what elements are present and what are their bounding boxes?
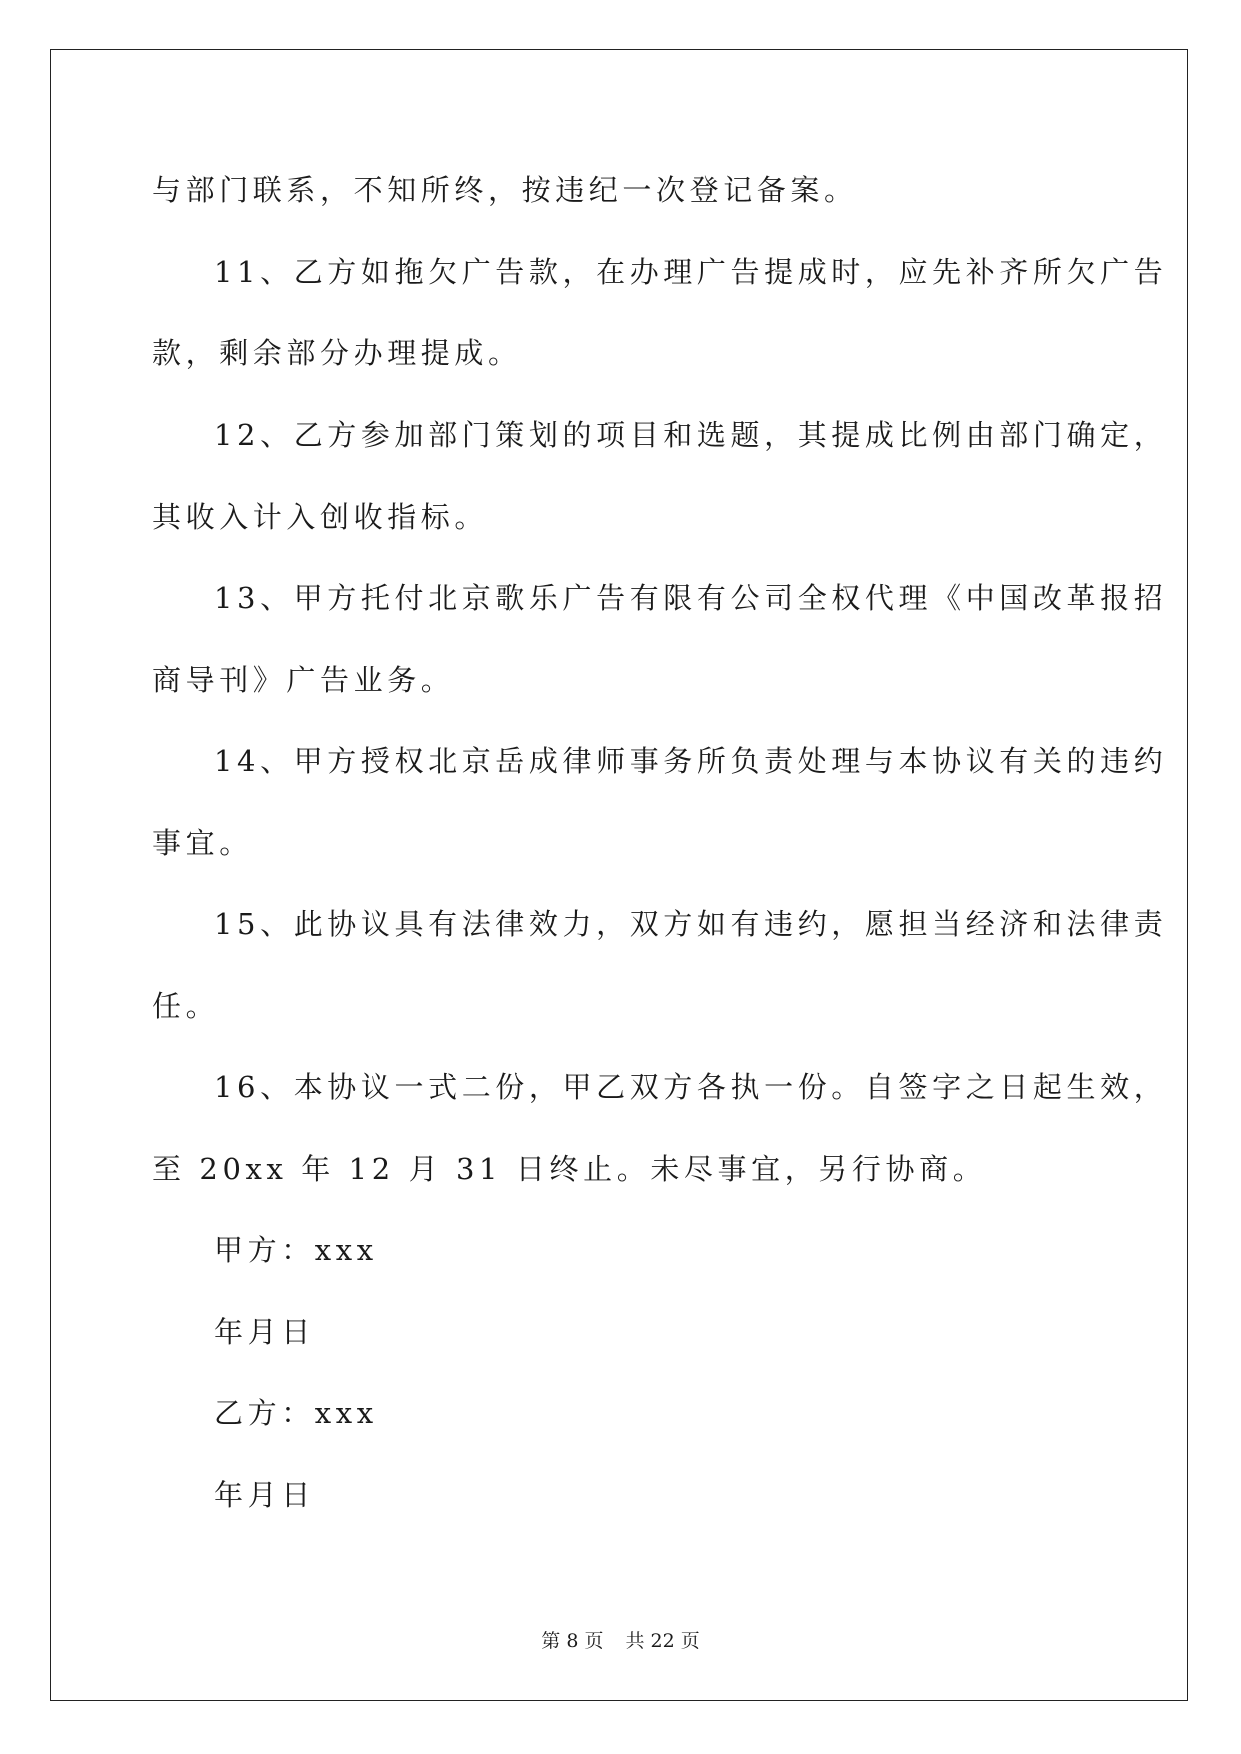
page-border — [50, 49, 1188, 1701]
clause-11-line: 11、乙方如拖欠广告款，在办理广告提成时，应先补齐所欠广告 — [214, 255, 1168, 289]
party-a-date: 年月日 — [214, 1315, 315, 1349]
page-number-total: 共 22 页 — [625, 1630, 700, 1652]
page-number-current: 第 8 页 — [541, 1630, 604, 1652]
clause-15-line: 15、此协议具有法律效力，双方如有违约，愿担当经济和法律责 — [214, 907, 1168, 941]
text-line: 与部门联系，不知所终，按违纪一次登记备案。 — [152, 173, 858, 207]
party-a-signature: 甲方：xxx — [214, 1233, 378, 1267]
text-line: 事宜。 — [152, 826, 253, 860]
party-b-date: 年月日 — [214, 1478, 315, 1512]
clause-13-line: 13、甲方托付北京歌乐广告有限有公司全权代理《中国改革报招 — [214, 581, 1168, 615]
clause-12-line: 12、乙方参加部门策划的项目和选题，其提成比例由部门确定， — [214, 418, 1168, 452]
text-line: 其收入计入创收指标。 — [152, 500, 489, 534]
page-footer — [0, 1632, 1241, 1651]
party-b-signature: 乙方：xxx — [214, 1396, 378, 1430]
clause-16-line: 16、本协议一式二份，甲乙双方各执一份。自签字之日起生效， — [214, 1070, 1168, 1104]
text-line: 款，剩余部分办理提成。 — [152, 336, 522, 370]
text-line: 任。 — [152, 989, 220, 1023]
text-line: 至 20xx 年 12 月 31 日终止。未尽事宜，另行协商。 — [152, 1152, 987, 1186]
clause-14-line: 14、甲方授权北京岳成律师事务所负责处理与本协议有关的违约 — [214, 744, 1168, 778]
text-line: 商导刊》广告业务。 — [152, 663, 455, 697]
